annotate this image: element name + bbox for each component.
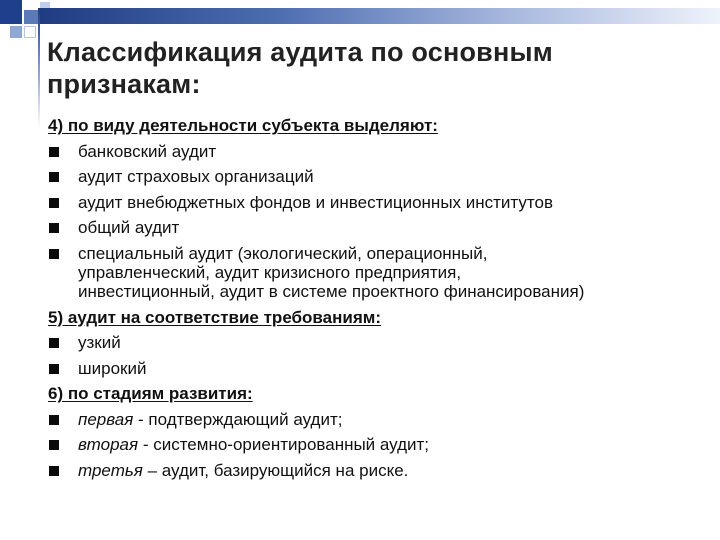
square-bullet-icon bbox=[49, 466, 59, 476]
list-item bbox=[48, 407, 713, 433]
list-item bbox=[48, 458, 713, 484]
slide-content bbox=[48, 113, 713, 483]
square-bullet-icon bbox=[49, 364, 59, 374]
list-item bbox=[48, 241, 713, 305]
deco-square-light bbox=[10, 26, 22, 38]
list-item bbox=[48, 330, 713, 356]
deco-square-medium bbox=[24, 10, 38, 24]
list-item-text: широкий bbox=[78, 358, 147, 378]
deco-square-dark bbox=[0, 0, 22, 24]
slide-title: Классификация аудита по основным признакам: bbox=[47, 37, 553, 99]
header-gradient-band bbox=[38, 8, 720, 24]
stage-name: первая bbox=[78, 409, 134, 429]
deco-square-outline bbox=[24, 26, 36, 38]
square-bullet-icon bbox=[49, 172, 59, 182]
square-bullet-icon bbox=[49, 223, 59, 233]
list-item-text: аудит внебюджетных фондов и инвестиционных институтов bbox=[78, 192, 553, 212]
list-item bbox=[48, 190, 713, 216]
square-bullet-icon bbox=[49, 198, 59, 208]
square-bullet-icon bbox=[49, 338, 59, 348]
square-bullet-icon bbox=[49, 147, 59, 157]
stage-name: третья bbox=[78, 460, 143, 480]
list-item bbox=[48, 139, 713, 165]
list-item-text: аудит страховых организаций bbox=[78, 167, 314, 186]
header-vertical-line bbox=[38, 8, 40, 128]
stage-description: - подтверждающий аудит; bbox=[133, 409, 343, 429]
stage-description: - системно-ориентированный аудит; bbox=[138, 435, 430, 454]
stage-name: вторая bbox=[78, 435, 139, 454]
square-bullet-icon bbox=[49, 249, 59, 259]
list-item-text-line: управленческий, аудит кризисного предприятия, bbox=[78, 262, 462, 282]
stage-description: – аудит, базирующийся на риске. bbox=[142, 460, 409, 480]
list-item bbox=[48, 164, 713, 190]
list-item bbox=[48, 356, 713, 382]
section-heading-compliance: 5) аудит на соответствие требованиям: bbox=[48, 307, 381, 327]
list-item bbox=[48, 215, 713, 241]
list-item bbox=[48, 432, 713, 458]
list-item-text: банковский аудит bbox=[78, 141, 217, 161]
square-bullet-icon bbox=[49, 440, 59, 450]
list-item-text-line: специальный аудит (экологический, операционный, bbox=[78, 243, 488, 263]
section-heading-activity-type: 4) по виду деятельности субъекта выделяют: bbox=[48, 116, 438, 135]
list-item-text-line: инвестиционный, аудит в системе проектного финансирования) bbox=[78, 281, 585, 301]
square-bullet-icon bbox=[49, 415, 59, 425]
section-heading-development-stages: 6) по стадиям развития: bbox=[48, 384, 253, 403]
list-item-text: общий аудит bbox=[78, 218, 180, 237]
list-item-text: узкий bbox=[78, 333, 121, 352]
